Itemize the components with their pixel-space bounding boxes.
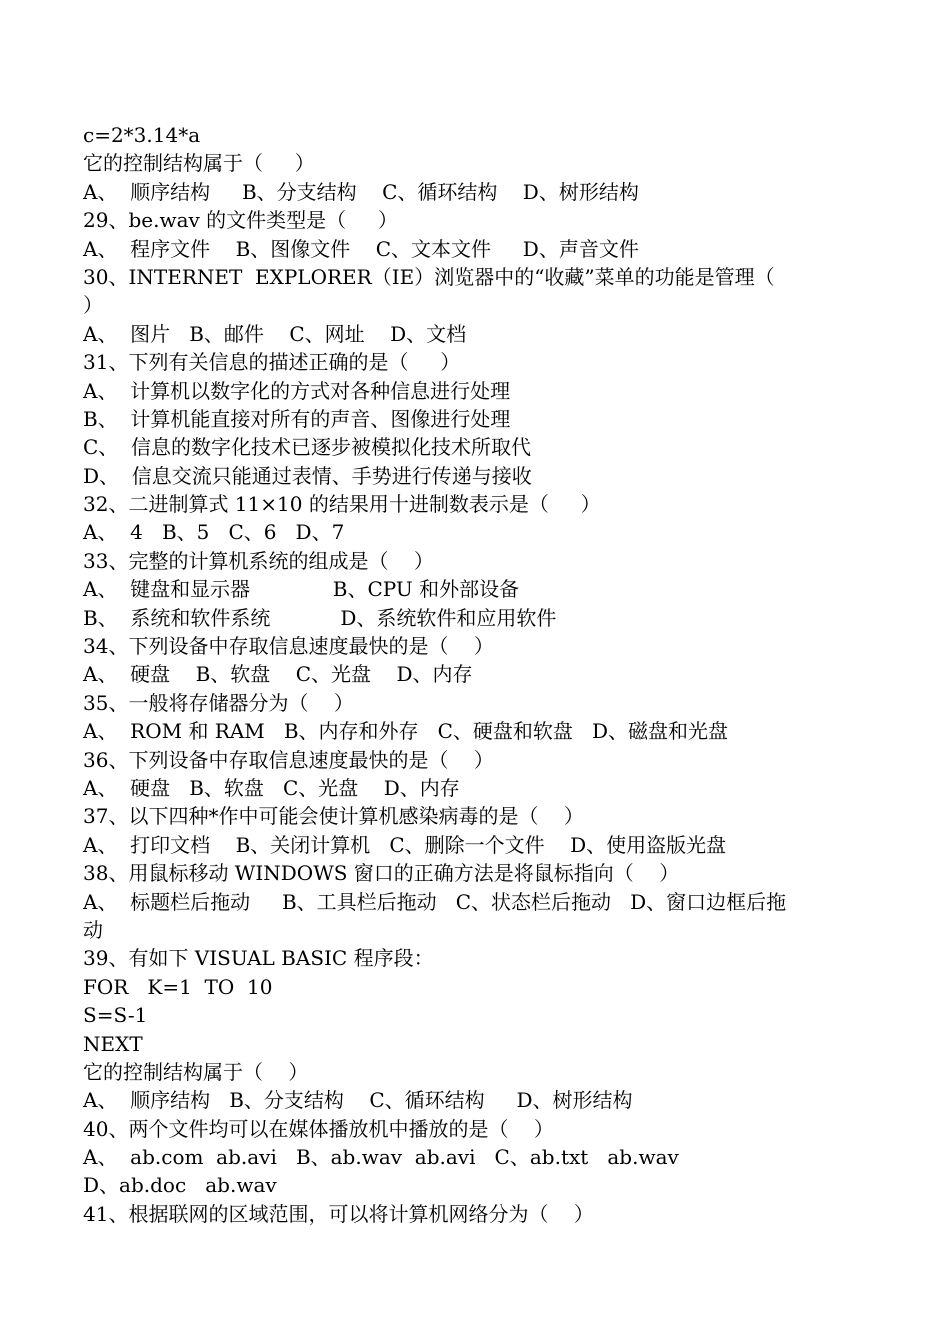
- text-line: C、 信息的数字化技术已逐步被模拟化技术所取代: [83, 435, 532, 460]
- text-line: A、 键盘和显示器 B、CPU 和外部设备: [83, 577, 520, 602]
- text-line: D、ab.doc ab.wav: [83, 1173, 277, 1198]
- text-line: A、 4 B、5 C、6 D、7: [83, 520, 345, 545]
- text-line: 39、有如下 VISUAL BASIC 程序段：: [83, 946, 434, 971]
- text-line: A、 硬盘 B、软盘 C、光盘 D、内存: [83, 775, 460, 800]
- text-line: A、 硬盘 B、软盘 C、光盘 D、内存: [83, 662, 473, 687]
- text-line: 32、二进制算式 11×10 的结果用十进制数表示是（ ）: [83, 492, 601, 517]
- text-line: S=S-1: [83, 1003, 148, 1028]
- text-line: A、 图片 B、邮件 C、网址 D、文档: [83, 321, 467, 346]
- text-line: c=2*3.14*a: [83, 123, 201, 147]
- text-line: B、 计算机能直接对所有的声音、图像进行处理: [83, 406, 511, 431]
- text-line: A、 程序文件 B、图像文件 C、文本文件 D、声音文件: [83, 236, 639, 261]
- text-line: 36、下列设备中存取信息速度最快的是（ ）: [83, 747, 494, 772]
- text-line: NEXT: [83, 1031, 143, 1056]
- text-line: D、 信息交流只能通过表情、手势进行传递与接收: [83, 463, 532, 488]
- text-line: 动: [83, 917, 103, 942]
- text-line: 35、一般将存储器分为（ ）: [83, 690, 354, 715]
- text-line: A、 计算机以数字化的方式对各种信息进行处理: [83, 378, 511, 403]
- text-line: B、 系统和软件系统 D、系统软件和应用软件: [83, 605, 557, 630]
- text-line: 41、根据联网的区域范围，可以将计算机网络分为（ ）: [83, 1201, 594, 1226]
- text-line: 它的控制结构属于（ ）: [83, 151, 315, 176]
- text-line: A、 打印文档 B、关闭计算机 C、删除一个文件 D、使用盗版光盘: [83, 832, 727, 857]
- text-line: 40、两个文件均可以在媒体播放机中播放的是（ ）: [83, 1116, 554, 1141]
- text-line: 31、下列有关信息的描述正确的是（ ）: [83, 350, 461, 375]
- text-line: ）: [83, 293, 103, 318]
- text-line: A、 ab.com ab.avi B、ab.wav ab.avi C、ab.txt ab.wav: [83, 1145, 679, 1170]
- text-line: 34、下列设备中存取信息速度最快的是（ ）: [83, 634, 494, 659]
- text-line: A、 ROM 和 RAM B、内存和外存 C、硬盘和软盘 D、磁盘和光盘: [83, 719, 729, 744]
- text-line: 30、INTERNET EXPLORER（IE）浏览器中的“收藏”菜单的功能是管理（: [83, 264, 775, 289]
- text-line: 33、完整的计算机系统的组成是（ ）: [83, 548, 434, 573]
- text-line: A、 顺序结构 B、分支结构 C、循环结构 D、树形结构: [83, 1088, 633, 1113]
- text-line: 38、用鼠标移动 WINDOWS 窗口的正确方法是将鼠标指向（ ）: [83, 861, 680, 886]
- text-line: 29、be.wav 的文件类型是（ ）: [83, 208, 398, 233]
- text-line: FOR K=1 TO 10: [83, 974, 273, 999]
- text-line: 它的控制结构属于（ ）: [83, 1059, 309, 1084]
- text-line: A、 标题栏后拖动 B、工具栏后拖动 C、状态栏后拖动 D、窗口边框后拖: [83, 889, 787, 914]
- text-line: 37、以下四种*作中可能会使计算机感染病毒的是（ ）: [83, 804, 584, 829]
- text-line: A、 顺序结构 B、分支结构 C、循环结构 D、树形结构: [83, 179, 639, 204]
- document-page: [83, 121, 863, 1228]
